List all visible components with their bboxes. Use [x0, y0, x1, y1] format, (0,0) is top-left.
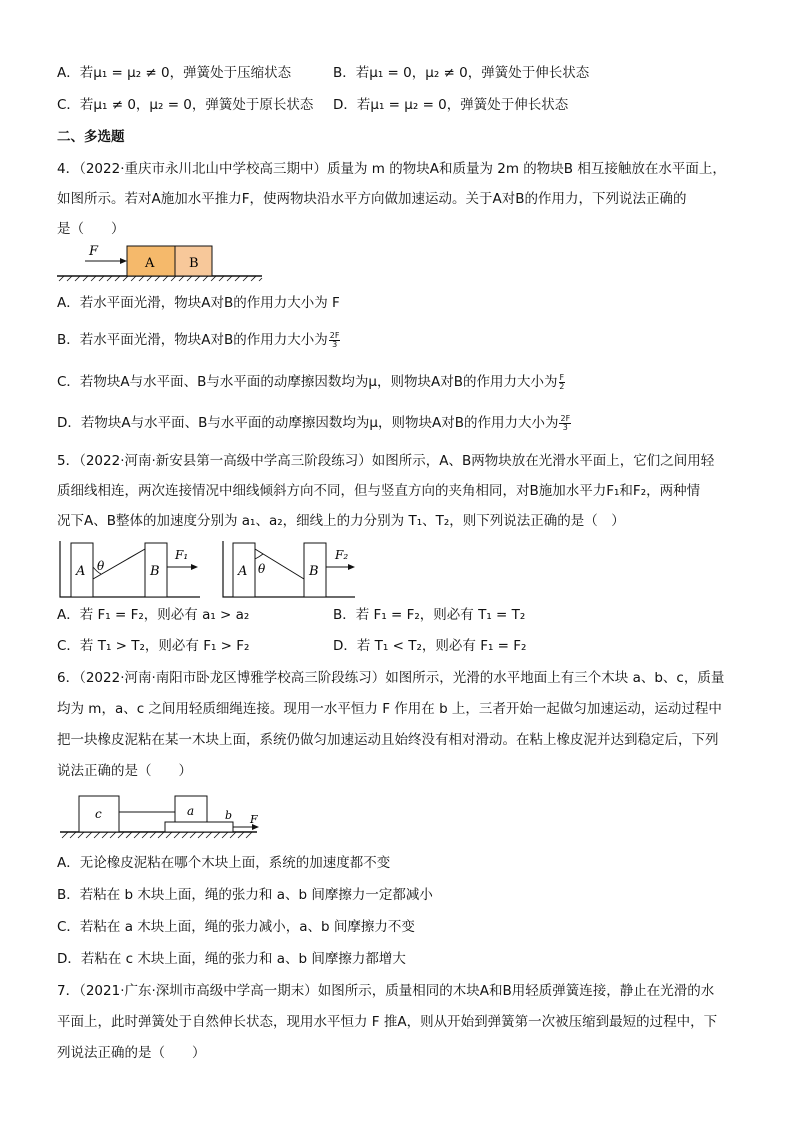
q4-stem-line3: 是（ ） — [57, 221, 125, 237]
svg-text:A: A — [238, 564, 248, 579]
q4-figure — [57, 240, 267, 282]
svg-text:F₂: F₂ — [335, 548, 349, 562]
q5-option-a: A．若 F₁ = F₂，则必有 a₁ > a₂ — [57, 607, 250, 623]
q6-option-d: D．若粘在 c 木块上面，绳的张力和 a、b 间摩擦力都增大 — [57, 951, 406, 967]
force-label: F — [89, 244, 99, 259]
q7-stem-line1: 7．（2021·广东·深圳市高级中学高一期末）如图所示，质量相同的木块A和B用轻质弹簧连接，静止在光滑的水 — [57, 983, 715, 999]
svg-text:θ: θ — [258, 562, 266, 576]
q6-stem-line2: 均为 m，a、c 之间用轻质细绳连接。现用一水平恒力 F 作用在 b 上，三者开始一起做匀加速运动，运动过程中 — [57, 701, 722, 717]
q7-stem-line2: 平面上，此时弹簧处于自然伸长状态，现用水平恒力 F 推A，则从开始到弹簧第一次被压缩到最短的过程中，下 — [57, 1014, 718, 1030]
svg-text:B: B — [309, 564, 319, 579]
q6-stem-line3: 把一块橡皮泥粘在某一木块上面，系统仍做匀加速运动且始终没有相对滑动。在粘上橡皮泥并达到稳定后，下列 — [57, 732, 719, 748]
svg-text:A: A — [76, 564, 86, 579]
q7-stem-line3: 列说法正确的是（ ） — [57, 1045, 206, 1061]
q4-option-b: B．若水平面光滑，物块A对B的作用力大小为 $\frac{2F}{3}$ — [57, 330, 340, 349]
q4-option-d: D．若物块A与水平面、B与水平面的动摩擦因数均为μ，则物块A对B的作用力大小为 $\frac{2F}{3}$ — [57, 413, 571, 432]
svg-text:B: B — [150, 564, 160, 579]
q3-option-d: D．若μ₁ = μ₂ = 0，弹簧处于伸长状态 — [333, 97, 569, 113]
q6-option-a: A．无论橡皮泥粘在哪个木块上面，系统的加速度都不变 — [57, 855, 391, 871]
svg-text:b: b — [225, 809, 233, 822]
block-a-label: A — [145, 256, 155, 271]
q6-option-c: C．若粘在 a 木块上面，绳的张力减小，a、b 间摩擦力不变 — [57, 919, 415, 935]
q4-option-a: A．若水平面光滑，物块A对B的作用力大小为 F — [57, 295, 340, 311]
svg-text:F: F — [250, 813, 258, 826]
q5-option-c: C．若 T₁ > T₂，则必有 F₁ > F₂ — [57, 638, 250, 654]
q6-figure — [57, 790, 272, 840]
svg-text:c: c — [95, 807, 102, 821]
block-b — [165, 822, 233, 832]
q3-option-a: A．若μ₁ = μ₂ ≠ 0，弹簧处于压缩状态 — [57, 65, 292, 81]
svg-text:a: a — [187, 804, 195, 818]
q6-stem-line1: 6．（2022·河南·南阳市卧龙区博雅学校高三阶段练习）如图所示，光滑的水平地面上有三个木块 a、b、c，质量 — [57, 670, 725, 686]
q5-stem-line1: 5．（2022·河南·新安县第一高级中学高三阶段练习）如图所示，A、B两物块放在光滑水平面上，它们之间用轻 — [57, 453, 715, 469]
section-title: 二、多选题 — [57, 129, 125, 145]
q3-option-c: C．若μ₁ ≠ 0，μ₂ = 0，弹簧处于原长状态 — [57, 97, 314, 113]
svg-text:θ: θ — [97, 559, 105, 573]
q5-option-d: D．若 T₁ < T₂，则必有 F₁ = F₂ — [333, 638, 527, 654]
q6-option-b: B．若粘在 b 木块上面，绳的张力和 a、b 间摩擦力一定都减小 — [57, 887, 433, 903]
q4-option-c: C．若物块A与水平面、B与水平面的动摩擦因数均为μ，则物块A对B的作用力大小为 $\frac{F}{2}$ — [57, 372, 565, 391]
q6-stem-line4: 说法正确的是（ ） — [57, 763, 192, 779]
q4-stem-line1: 4．（2022·重庆市永川北山中学校高三期中）质量为 m 的物块A和质量为 2m 的物块B 相互接触放在水平面上， — [57, 161, 726, 177]
q5-stem-line2: 质细线相连，两次连接情况中细线倾斜方向不同，但与竖直方向的夹角相同，对B施加水平力F₁和F₂，两种情 — [57, 483, 701, 499]
q5-figure — [57, 535, 357, 600]
q5-option-b: B．若 F₁ = F₂，则必有 T₁ = T₂ — [333, 607, 526, 623]
q4-stem-line2: 如图所示。若对A施加水平推力F，使两物块沿水平方向做加速运动。关于A对B的作用力，下列说法正确的 — [57, 191, 687, 207]
q3-option-b: B．若μ₁ = 0，μ₂ ≠ 0，弹簧处于伸长状态 — [333, 65, 590, 81]
q5-stem-line3: 况下A、B整体的加速度分别为 a₁、a₂，细线上的力分别为 T₁、T₂，则下列说法正确的是（ ） — [57, 513, 625, 529]
svg-text:F₁: F₁ — [175, 548, 189, 562]
block-b-label: B — [189, 256, 199, 271]
